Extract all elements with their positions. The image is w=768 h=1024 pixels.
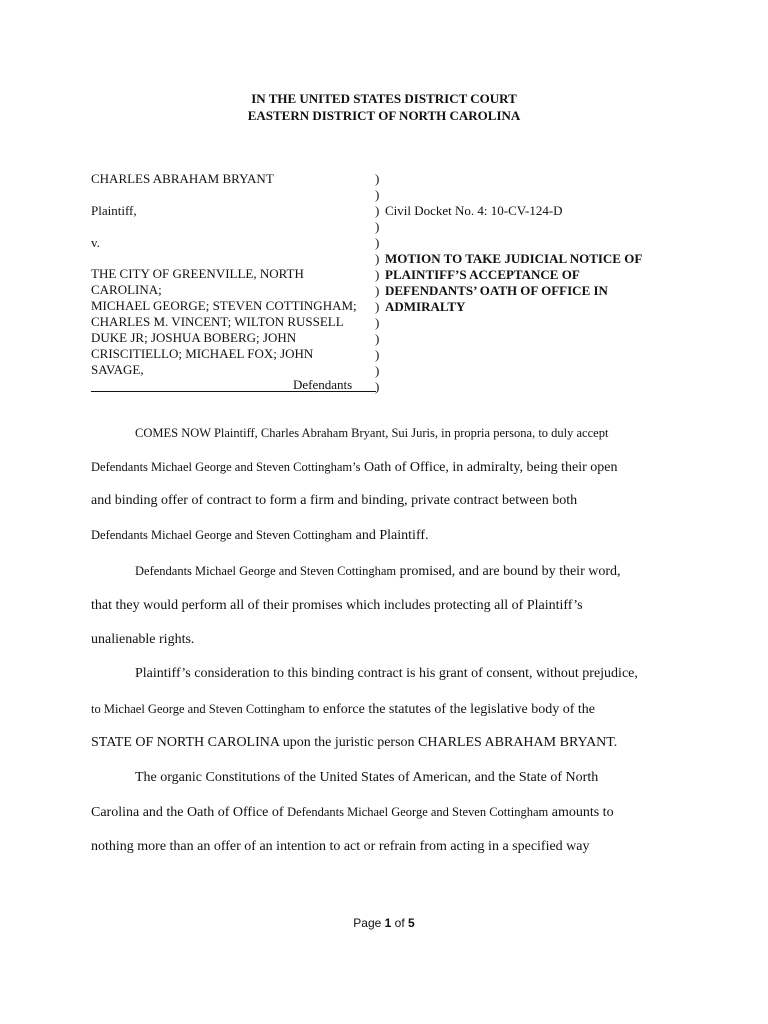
docket-number: Civil Docket No. 4: 10-CV-124-D [385, 203, 563, 218]
body-text-span: Defendants Michael George and Steven Cottingham [91, 528, 353, 542]
page-word: Page [353, 916, 385, 930]
body-line: that they would perform all of their promises which includes protecting all of Plaintiff’s [91, 598, 583, 613]
body-line [91, 803, 691, 822]
body-line [135, 562, 735, 581]
court-name: IN THE UNITED STATES DISTRICT COURT [251, 91, 517, 106]
caption-paren: ) [375, 331, 380, 346]
page-number: 1 [384, 916, 392, 930]
body-line: unalienable rights. [91, 632, 195, 647]
caption-paren: ) [375, 203, 380, 218]
caption-paren: ) [375, 379, 380, 394]
body-line: COMES NOW Plaintiff, Charles Abraham Bryant, Sui Juris, in propria persona, to duly accept [135, 426, 609, 440]
body-text-span: and Plaintiff. [352, 528, 429, 543]
defendant-line: THE CITY OF GREENVILLE, NORTH [91, 266, 304, 281]
caption-paren: ) [375, 219, 380, 234]
plaintiff-name: CHARLES ABRAHAM BRYANT [91, 171, 274, 186]
page-footer [0, 916, 768, 930]
versus-label: v. [91, 235, 100, 250]
defendant-line: CHARLES M. VINCENT; WILTON RUSSELL [91, 314, 344, 329]
defendant-line: CAROLINA; [91, 282, 162, 297]
caption-paren: ) [375, 347, 380, 362]
caption-paren: ) [375, 299, 380, 314]
body-line: The organic Constitutions of the United States of American, and the State of North [135, 770, 599, 785]
of-word: of [391, 916, 409, 930]
defendant-line: DUKE JR; JOSHUA BOBERG; JOHN [91, 330, 297, 345]
body-line: Plaintiff’s consideration to this binding contract is his grant of consent, without prejudice, [135, 666, 638, 681]
body-line: STATE OF NORTH CAROLINA upon the juristic person CHARLES ABRAHAM BRYANT. [91, 735, 618, 750]
body-text-span: Defendants Michael George and Steven Cottingham’s [91, 460, 361, 474]
caption-paren: ) [375, 267, 380, 282]
body-text-span: Carolina and the Oath of Office of [91, 805, 288, 820]
body-line [91, 526, 691, 545]
body-line [91, 458, 691, 477]
defendant-line: SAVAGE, [91, 362, 144, 377]
body-text-span: promised, and are bound by their word, [396, 564, 621, 579]
caption-paren: ) [375, 251, 380, 266]
body-text-span: amounts to [548, 805, 614, 820]
defendant-line: CRISCITIELLO; MICHAEL FOX; JOHN [91, 346, 314, 361]
caption-paren: ) [375, 315, 380, 330]
defendant-line: MICHAEL GEORGE; STEVEN COTTINGHAM; [91, 298, 357, 313]
caption-paren: ) [375, 363, 380, 378]
caption-paren: ) [375, 283, 380, 298]
motion-title-line: MOTION TO TAKE JUDICIAL NOTICE OF [385, 251, 643, 266]
court-district: EASTERN DISTRICT OF NORTH CAROLINA [247, 108, 521, 123]
caption-paren: ) [375, 235, 380, 250]
motion-title-line: ADMIRALTY [385, 299, 466, 314]
caption-paren: ) [375, 171, 380, 186]
body-line: nothing more than an offer of an intention to act or refrain from acting in a specified way [91, 839, 590, 854]
body-text-span: Defendants Michael George and Steven Cottingham [287, 805, 549, 819]
body-text-span: to Michael George and Steven Cottingham [91, 702, 305, 716]
defendants-label: Defendants [293, 377, 353, 392]
body-line: and binding offer of contract to form a firm and binding, private contract between both [91, 493, 578, 508]
plaintiff-label: Plaintiff, [91, 203, 137, 218]
caption-paren: ) [375, 187, 380, 202]
body-text-span: Oath of Office, in admiralty, being their open [360, 460, 618, 475]
body-line [91, 700, 691, 719]
motion-title-line: DEFENDANTS’ OATH OF OFFICE IN [385, 283, 608, 298]
body-text-span: Defendants Michael George and Steven Cottingham [135, 564, 397, 578]
caption-rule [91, 391, 376, 392]
page-total: 5 [408, 916, 415, 930]
body-text-span: to enforce the statutes of the legislative body of the [304, 702, 595, 717]
motion-title-line: PLAINTIFF’S ACCEPTANCE OF [385, 267, 580, 282]
